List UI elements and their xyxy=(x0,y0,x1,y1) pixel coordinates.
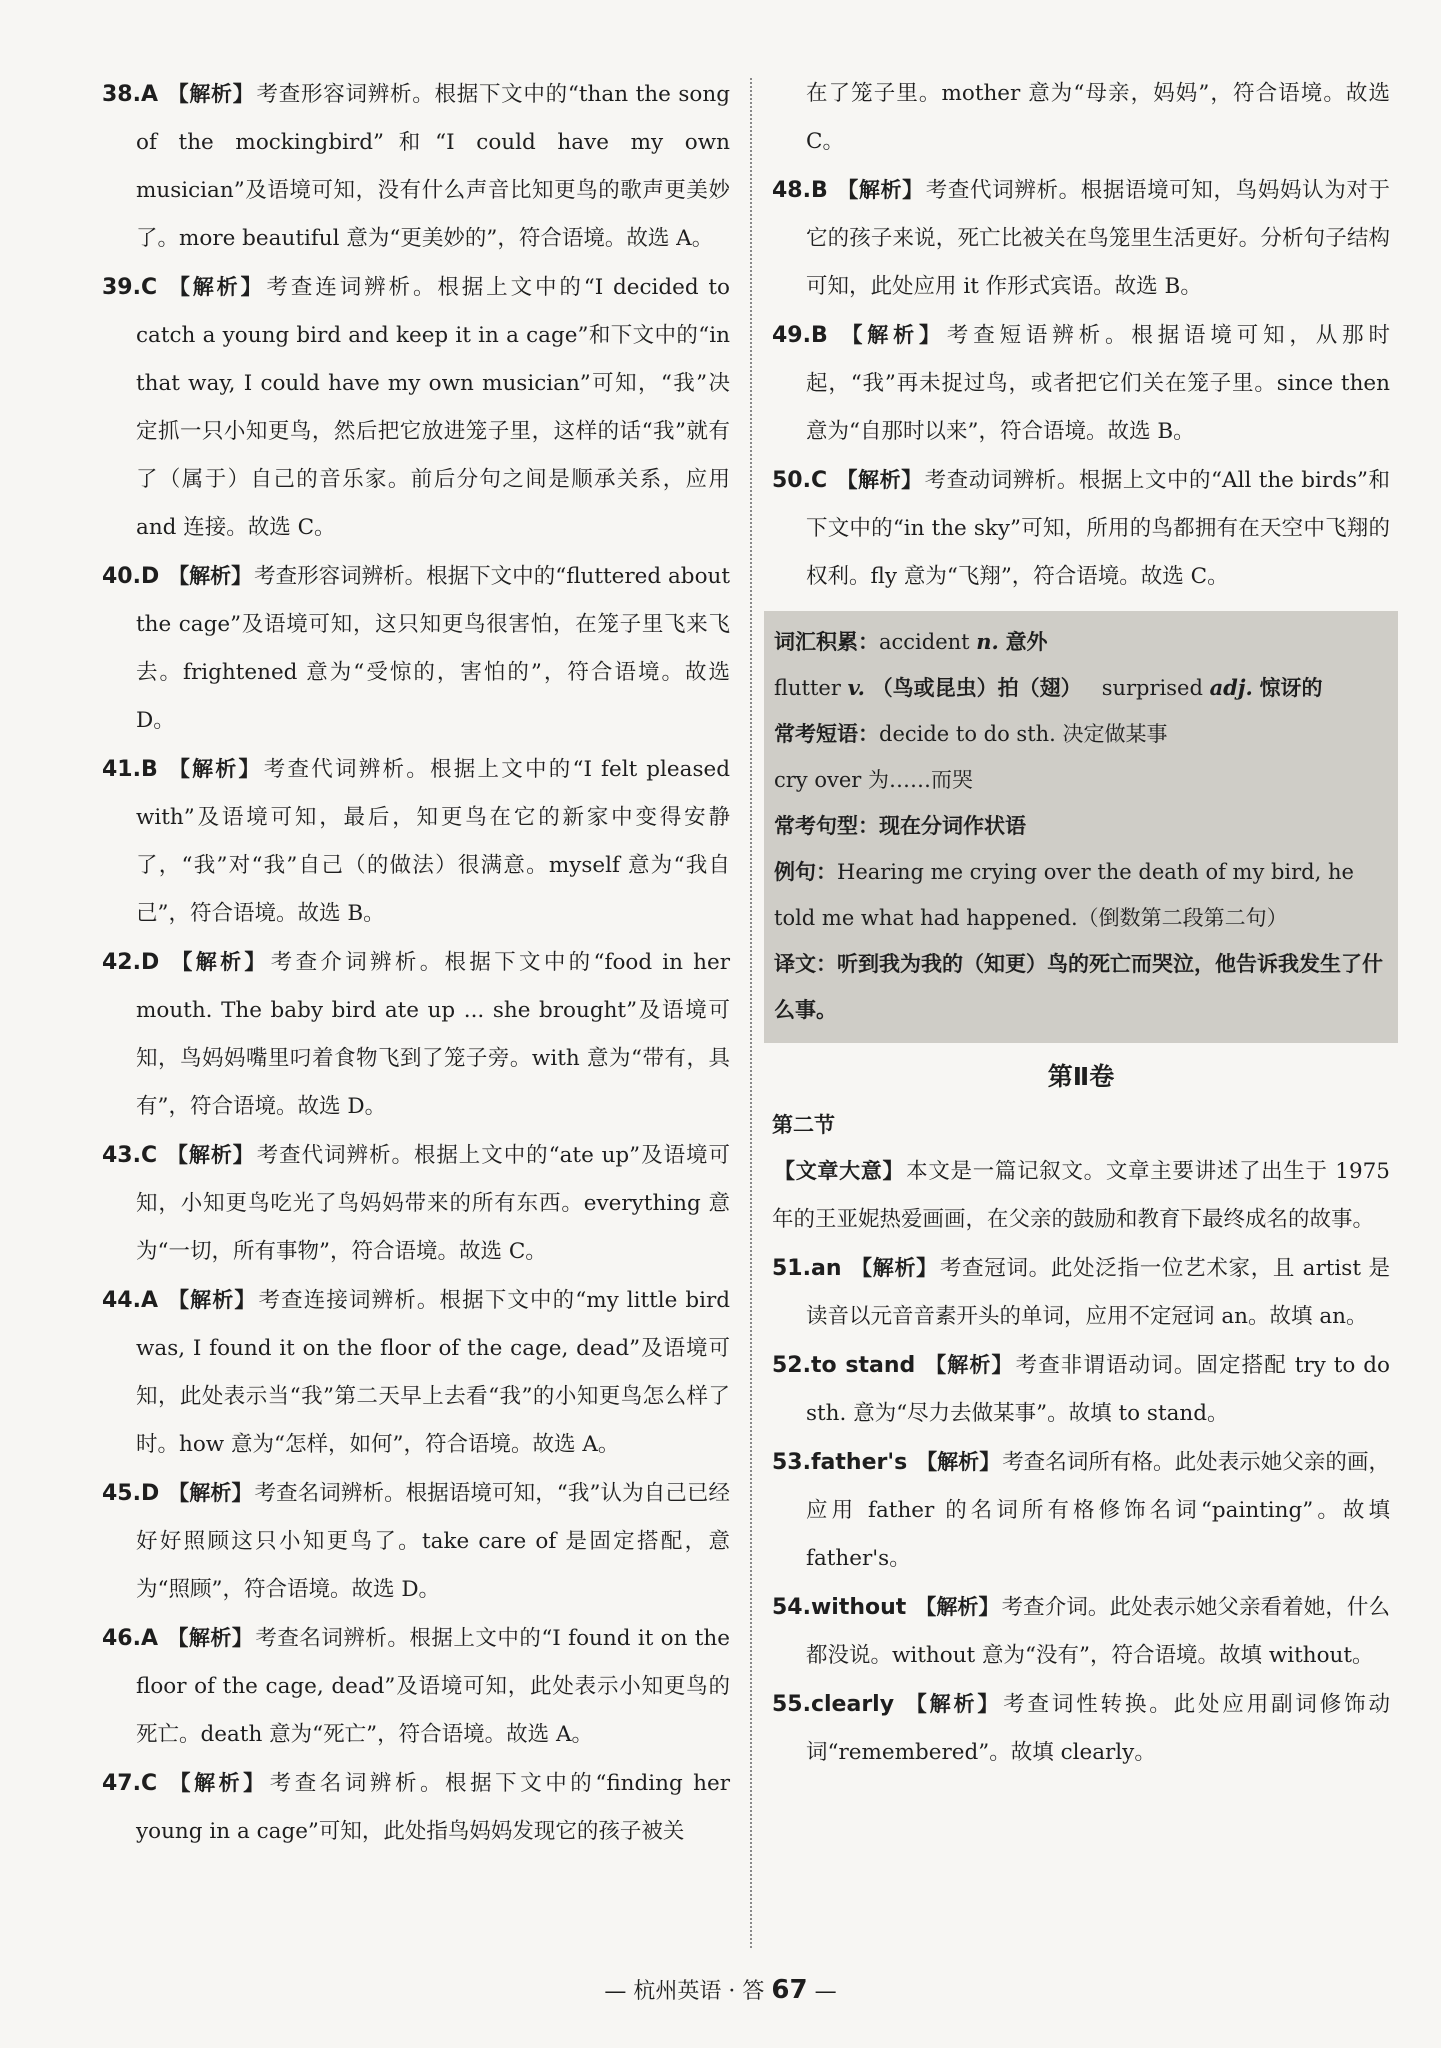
answer-44 xyxy=(102,1276,730,1469)
answer-number: 44.A xyxy=(102,1288,158,1313)
answer-46 xyxy=(102,1614,730,1759)
analysis-tag: 【解析】 xyxy=(168,1481,253,1505)
page-number: 67 xyxy=(771,1975,808,2005)
summary-text: 本文是一篇记叙文。文章主要讲述了出生于 1975 年的王亚妮热爱画画，在父亲的鼓励和教育下最终成名的故事。 xyxy=(772,1159,1390,1232)
vocab-word: accident xyxy=(879,630,970,654)
answer-number: 55.clearly xyxy=(772,1692,895,1717)
example-text: Hearing me crying over the death of my bird, he told me what had happened.（倒数第二段第二句） xyxy=(774,860,1354,930)
answer-45 xyxy=(102,1469,730,1614)
analysis-tag: 【解析】 xyxy=(168,757,262,781)
analysis-tag: 【解析】 xyxy=(169,1771,268,1795)
answer-number: 49.B xyxy=(772,323,828,348)
answer-text: 考查代词辨析。根据语境可知，鸟妈妈认为对于它的孩子来说，死亡比被关在鸟笼里生活更好。分析句子结构可知，此处应用 it 作形式宾语。故选 B。 xyxy=(806,178,1390,299)
pattern-title: 现在分词作状语 xyxy=(879,813,1026,838)
analysis-tag: 【解析】 xyxy=(167,1288,257,1312)
answer-53 xyxy=(772,1438,1390,1583)
answer-text: 考查代词辨析。根据上文中的“I felt pleased with”及语境可知，最后，知更鸟在它的新家中变得安静了，“我”对“我”自己（的做法）很满意。myself 意为“我自己”，符合语境。故选 B。 xyxy=(136,757,730,926)
answer-41 xyxy=(102,745,730,938)
answer-47 xyxy=(102,1759,730,1856)
analysis-tag: 【解析】 xyxy=(841,323,945,347)
section-title: 第Ⅱ卷 xyxy=(1047,1062,1115,1091)
answer-48 xyxy=(772,166,1390,311)
answer-38 xyxy=(102,70,730,263)
analysis-tag: 【解析】 xyxy=(167,82,255,106)
answer-text: 考查介词辨析。根据下文中的“food in her mouth. The baby bird ate up ... she brought”及语境可知，鸟妈妈嘴里叼着食物飞到了笼子旁。with 意为“带有，具有”，符合语境。故选 D。 xyxy=(136,950,731,1119)
vocab-word: surprised xyxy=(1101,676,1203,700)
left-column xyxy=(102,70,730,1856)
answer-text: 考查非谓语动词。固定搭配 try to do sth. 意为“尽力去做某事”。故填 to stand。 xyxy=(806,1353,1390,1426)
example-line xyxy=(774,849,1388,941)
answer-text: 考查名词辨析。根据上文中的“I found it on the floor of the cage, dead”及语境可知，此处表示小知更鸟的死亡。death 意为“死亡”，符合语境。故选 A。 xyxy=(136,1626,731,1747)
pattern-line xyxy=(774,803,1388,849)
analysis-tag: 【解析】 xyxy=(905,1692,1002,1716)
answer-number: 52.to stand xyxy=(772,1353,916,1378)
vocab-line-1 xyxy=(774,619,1388,665)
answer-text: 考查短语辨析。根据语境可知，从那时起，“我”再未捉过鸟，或者把它们关在笼子里。since then 意为“自那时以来”，符合语境。故选 B。 xyxy=(806,323,1390,444)
vocab-word: flutter xyxy=(774,676,841,700)
vocab-meaning: 惊讶的 xyxy=(1259,675,1323,700)
answer-number: 53.father's xyxy=(772,1450,908,1475)
answer-text: 考查动词辨析。根据上文中的“All the birds”和下文中的“in the sky”可知，所用的鸟都拥有在天空中飞翔的权利。fly 意为“飞翔”，符合语境。故选 C。 xyxy=(806,468,1391,589)
analysis-tag: 【解析】 xyxy=(166,1143,255,1167)
analysis-tag: 【解析】 xyxy=(167,1626,254,1650)
answer-text: 考查连接词辨析。根据下文中的“my little bird was, I found it on the floor of the cage, dead”及语境可知，此处表示当“我”第二天早上去看“我”的小知更鸟怎么样了时。how 意为“怎样，如何”，符合语境。故选 A。 xyxy=(136,1288,731,1457)
answer-55 xyxy=(772,1680,1390,1777)
answer-49 xyxy=(772,311,1390,456)
page-footer xyxy=(0,1970,1441,2012)
sub-section-title: 第二节 xyxy=(772,1113,835,1137)
translation-label: 译文： xyxy=(774,952,837,976)
analysis-tag: 【解析】 xyxy=(168,564,253,588)
footer-prefix: — 杭州英语 · 答 xyxy=(604,1979,765,2004)
answer-number: 38.A xyxy=(102,82,158,107)
answer-number: 51.an xyxy=(772,1256,842,1281)
analysis-tag: 【解析】 xyxy=(837,178,924,202)
answer-number: 43.C xyxy=(102,1143,158,1168)
answer-number: 45.D xyxy=(102,1481,160,1506)
answer-number: 41.B xyxy=(102,757,158,782)
phrase-line-1 xyxy=(774,711,1388,757)
analysis-tag: 【解析】 xyxy=(925,1353,1014,1377)
answer-text: 考查介词。此处表示她父亲看着她，什么都没说。without 意为“没有”，符合语境。故填 without。 xyxy=(806,1595,1390,1668)
answer-number: 39.C xyxy=(102,275,158,300)
answer-number: 48.B xyxy=(772,178,828,203)
answer-text: 考查名词辨析。根据语境可知，“我”认为自己已经好好照顾这只小知更鸟了。take care of 是固定搭配，意为“照顾”，符合语境。故选 D。 xyxy=(136,1481,730,1602)
answer-text: 考查连词辨析。根据上文中的“I decided to catch a young bird and keep it in a cage”和下文中的“in that way, I could have my own musician”可知，“我”决定抓一只小知更鸟，然后把它放进笼子里，这样的话“我”就有了（属于）自己的音乐家。前后分句之间是顺承关系，应用 and 连接。故选 C。 xyxy=(136,275,730,540)
vocab-pos: adj. xyxy=(1209,675,1253,700)
phrase-label: 常考短语： xyxy=(774,722,879,746)
pattern-label: 常考句型： xyxy=(774,814,879,838)
footer-suffix: — xyxy=(814,1979,837,2004)
answer-number: 50.C xyxy=(772,468,828,493)
answer-51 xyxy=(772,1244,1390,1341)
vocab-label: 词汇积累： xyxy=(774,630,879,654)
vocab-meaning: 意外 xyxy=(1005,629,1048,654)
phrase-text: decide to do sth. 决定做某事 xyxy=(879,722,1168,746)
answer-54 xyxy=(772,1583,1390,1680)
vocab-meaning: （鸟或昆虫）拍（翅） xyxy=(871,675,1082,700)
answer-text: 考查词性转换。此处应用副词修饰动词“remembered”。故填 clearly。 xyxy=(806,1692,1390,1765)
analysis-tag: 【解析】 xyxy=(836,468,923,492)
phrase-line-2: cry over 为……而哭 xyxy=(774,768,973,792)
vocab-pos: n. xyxy=(976,629,999,654)
article-summary xyxy=(772,1147,1390,1244)
answer-text: 考查冠词。此处泛指一位艺术家，且 artist 是读音以元音音素开头的单词，应用不定冠词 an。故填 an。 xyxy=(806,1256,1390,1329)
vocab-pos: v. xyxy=(847,675,865,700)
answer-number: 40.D xyxy=(102,564,160,589)
translation-line xyxy=(774,941,1388,1033)
answer-text: 考查名词辨析。根据下文中的“finding her young in a cage”可知，此处指鸟妈妈发现它的孩子被关 xyxy=(136,1771,730,1844)
answer-text: 考查代词辨析。根据上文中的“ate up”及语境可知，小知更鸟吃光了鸟妈妈带来的所有东西。everything 意为“一切，所有事物”，符合语境。故选 C。 xyxy=(136,1143,730,1264)
answer-number: 47.C xyxy=(102,1771,158,1796)
translation-text: 听到我为我的（知更）鸟的死亡而哭泣，他告诉我发生了什么事。 xyxy=(774,951,1383,1022)
answer-number: 46.A xyxy=(102,1626,158,1651)
answer-39 xyxy=(102,263,730,552)
vocabulary-box xyxy=(764,611,1398,1043)
answer-47-continued: 在了笼子里。mother 意为“母亲，妈妈”，符合语境。故选 C。 xyxy=(806,81,1390,154)
column-divider xyxy=(750,78,752,1948)
right-column xyxy=(772,70,1390,1777)
answer-43 xyxy=(102,1131,730,1276)
answer-text: 考查名词所有格。此处表示她父亲的画，应用 father 的名词所有格修饰名词“painting”。故填 father's。 xyxy=(806,1450,1391,1571)
summary-tag: 【文章大意】 xyxy=(774,1159,905,1183)
vocab-line-2 xyxy=(774,665,1388,711)
answer-text: 考查形容词辨析。根据下文中的“than the song of the mockingbird”和“I could have my own musician”及语境可知，没有什么声音比知更鸟的歌声更美妙了。more beautiful 意为“更美妙的”，符合语境。故选 A。 xyxy=(136,82,730,251)
answer-number: 54.without xyxy=(772,1595,907,1620)
answer-number: 42.D xyxy=(102,950,160,975)
answer-40 xyxy=(102,552,730,745)
analysis-tag: 【解析】 xyxy=(851,1256,938,1280)
analysis-tag: 【解析】 xyxy=(168,275,265,299)
answer-52 xyxy=(772,1341,1390,1438)
analysis-tag: 【解析】 xyxy=(915,1595,1000,1619)
example-label: 例句： xyxy=(774,860,837,884)
answer-42 xyxy=(102,938,730,1131)
answer-text: 考查形容词辨析。根据下文中的“fluttered about the cage”及语境可知，这只知更鸟很害怕，在笼子里飞来飞去。frightened 意为“受惊的，害怕的”，符合语境。故选 D。 xyxy=(136,564,730,733)
analysis-tag: 【解析】 xyxy=(916,1450,1001,1474)
analysis-tag: 【解析】 xyxy=(171,950,269,974)
answer-50 xyxy=(772,456,1390,601)
